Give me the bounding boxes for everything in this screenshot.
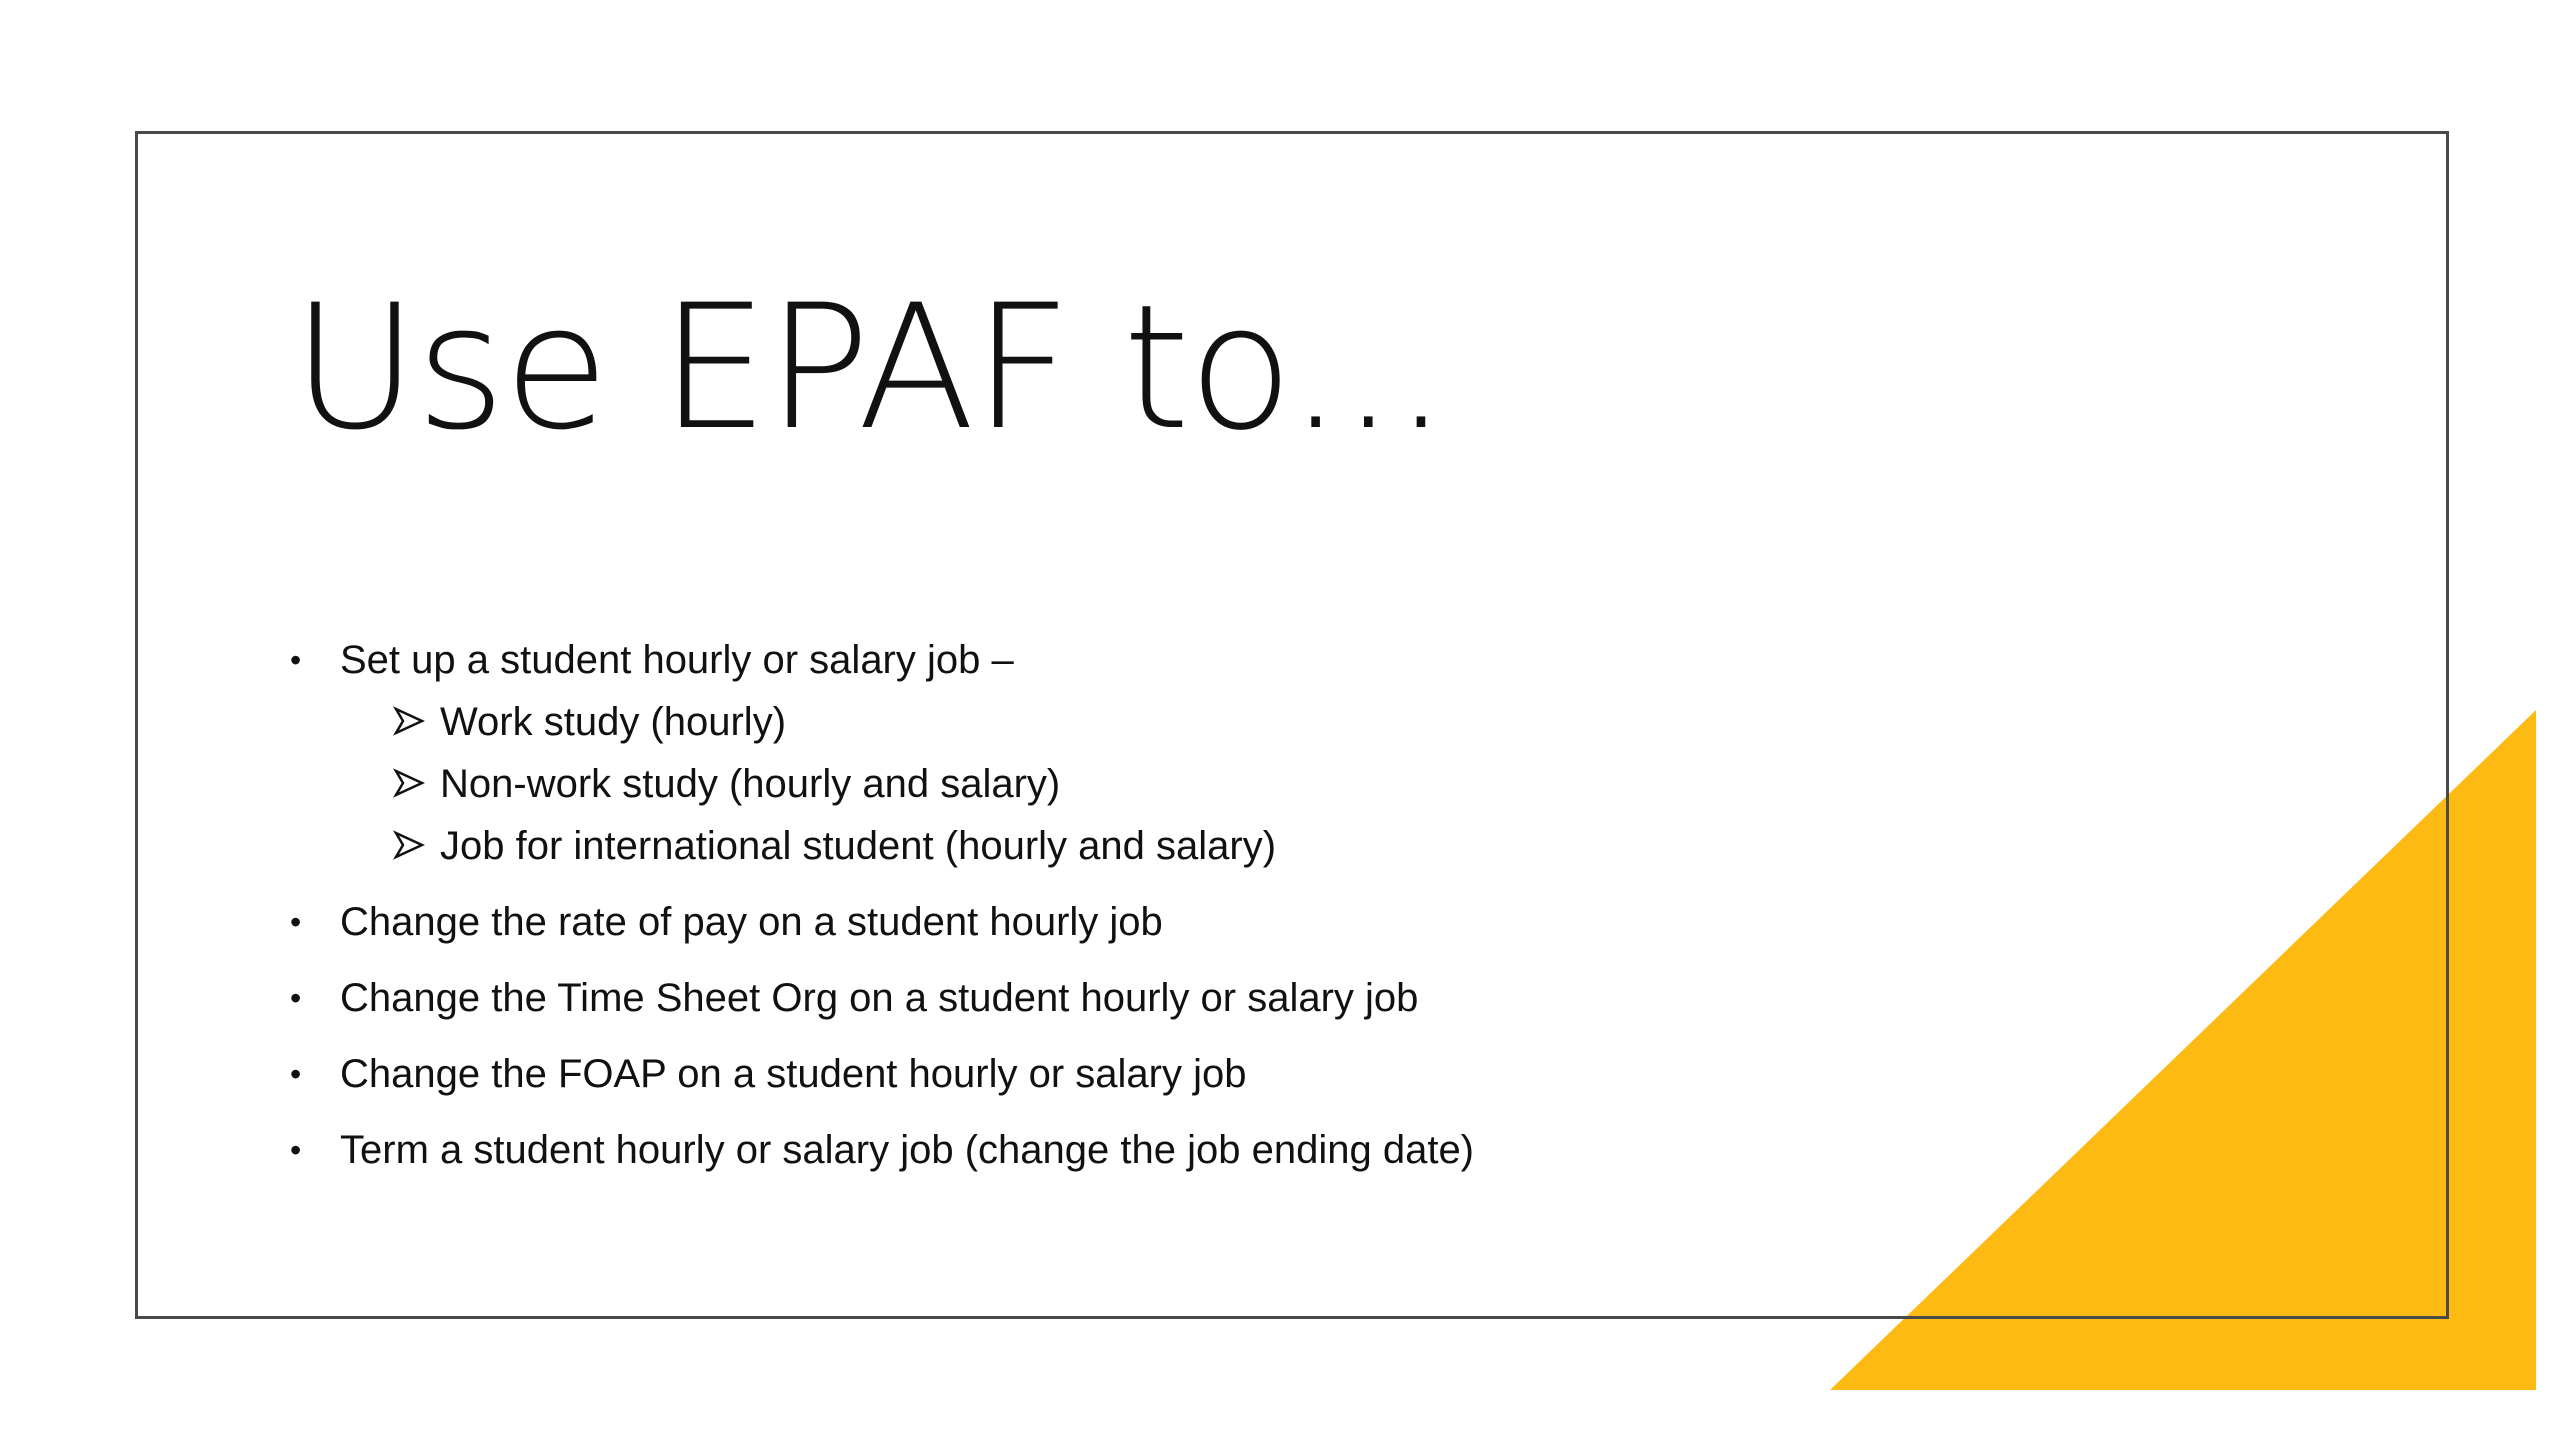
sub-bullet-text: Non-work study (hourly and salary): [440, 762, 1061, 806]
arrowhead-bullet-icon: [392, 828, 426, 862]
bullet-dot-icon: •: [290, 980, 302, 1016]
bullet-item: [290, 974, 1474, 1022]
slide-title: Use EPAF to...: [292, 267, 1447, 468]
sub-bullet-text: Work study (hourly): [440, 700, 787, 744]
arrowhead-bullet-icon: [392, 704, 426, 738]
sub-bullet-item: [392, 760, 1474, 808]
bullet-dot-icon: •: [290, 904, 302, 940]
sub-bullet-item: [392, 698, 1474, 746]
arrowhead-bullet-icon: [392, 766, 426, 800]
bullet-dot-icon: •: [290, 1056, 302, 1092]
bullet-text: Change the FOAP on a student hourly or salary job: [340, 1052, 1247, 1096]
bullet-dot-icon: •: [290, 642, 302, 678]
bullet-item: [290, 898, 1474, 946]
bullet-item: [290, 636, 1474, 870]
sub-bullet-item: [392, 822, 1474, 870]
bullet-item: [290, 1126, 1474, 1174]
bullet-list: [290, 636, 1474, 1174]
bullet-text: Term a student hourly or salary job (change the job ending date): [340, 1128, 1475, 1172]
sub-bullet-text: Job for international student (hourly and salary): [440, 824, 1277, 868]
bullet-text: Set up a student hourly or salary job –: [340, 638, 1014, 682]
sub-bullet-list: [340, 698, 1474, 870]
bullet-dot-icon: •: [290, 1132, 302, 1168]
bullet-item: [290, 1050, 1474, 1098]
bullet-text: Change the rate of pay on a student hourly job: [340, 900, 1163, 944]
bullet-text: Change the Time Sheet Org on a student hourly or salary job: [340, 976, 1419, 1020]
accent-triangle-shape: [1830, 710, 2536, 1390]
